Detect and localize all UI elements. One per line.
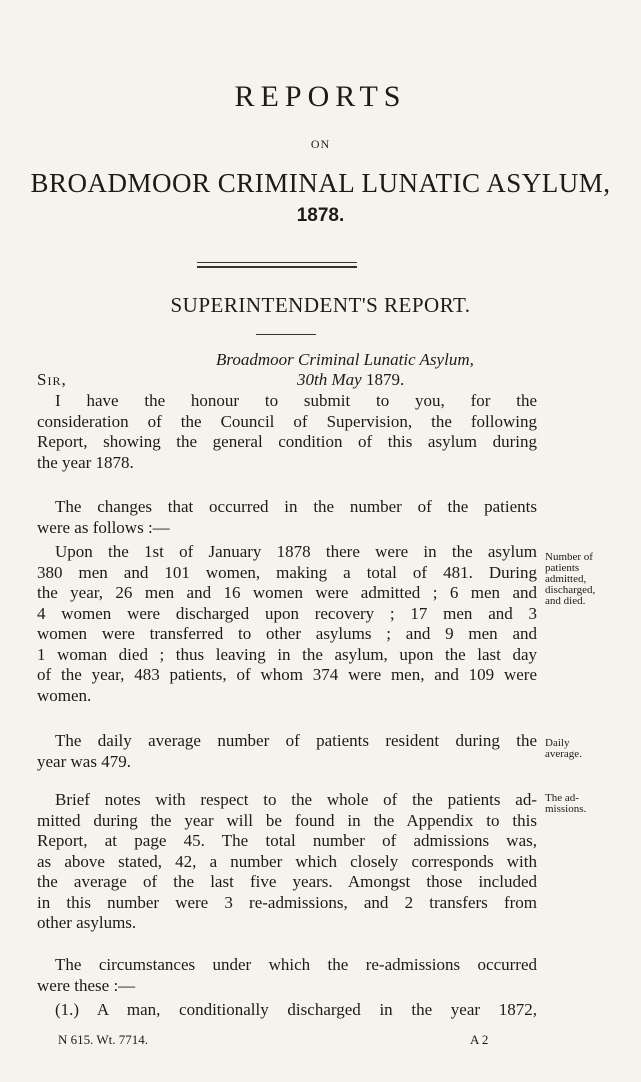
- text-line: were as follows :—: [37, 517, 170, 537]
- date-month: May: [331, 370, 362, 389]
- text-line: 4 women were discharged upon recovery ; 17 men and 3: [37, 603, 537, 623]
- signature-mark: A 2: [470, 1032, 489, 1047]
- text-line: year was 479.: [37, 751, 131, 771]
- margin-note-line: Number of: [545, 551, 593, 563]
- institution-title: BROADMOOR CRIMINAL LUNATIC ASYLUM,: [30, 168, 611, 198]
- paragraph-introduction: [37, 391, 537, 473]
- margin-note-line: average.: [545, 748, 582, 760]
- margin-note-daily: [545, 738, 637, 760]
- text-line: 1 woman died ; thus leaving in the asylum, upon the last day: [37, 644, 537, 664]
- date-year: 1879.: [365, 370, 405, 389]
- on-subheading: ON: [310, 137, 331, 151]
- text-line: the year, 26 men and 16 women were admitted ; 6 men and: [37, 583, 537, 602]
- text-line: Report, at page 45. The total number of admissions was,: [37, 831, 537, 850]
- text-line: Upon the 1st of January 1878 there were in the asylum: [55, 542, 537, 561]
- salutation-text: Sir,: [37, 370, 67, 389]
- letter-place: Broadmoor Criminal Lunatic Asylum,: [216, 350, 474, 369]
- text-line: The daily average number of patients resident during the: [55, 731, 537, 750]
- short-divider: [256, 334, 316, 335]
- paragraph-daily-average: [37, 731, 537, 772]
- paragraph-admissions: [37, 790, 537, 934]
- text-line: of the year, 483 patients, of whom 374 were men, and 109 were: [37, 665, 537, 684]
- text-line: (1.) A man, conditionally discharged in the year 1872,: [55, 1000, 537, 1019]
- text-line: women.: [37, 685, 92, 705]
- margin-note-number: [545, 552, 637, 607]
- text-line: Report, showing the general condition of this asylum during: [37, 432, 537, 451]
- text-line: consideration of the Council of Supervision, the following: [37, 411, 537, 431]
- text-line: were these :—: [37, 975, 136, 995]
- divider-rule-bottom: [197, 266, 357, 268]
- printer-signature: N 615. Wt. 7714.: [58, 1032, 149, 1047]
- margin-note-line: patients: [545, 562, 580, 574]
- text-line: women were transferred to other asylums ; and 9 men and: [37, 624, 537, 643]
- text-line: in this number were 3 re-admissions, and 2 transfers from: [37, 892, 537, 912]
- margin-note-line: missions.: [545, 803, 587, 815]
- divider-rule-top: [197, 262, 357, 263]
- margin-note-admissions: [545, 793, 637, 815]
- text-line: the year 1878.: [37, 452, 134, 472]
- margin-note-line: admitted,: [545, 573, 587, 585]
- text-line: I have the honour to submit to you, for the: [55, 391, 537, 410]
- margin-note-line: and died.: [545, 595, 586, 607]
- text-line: The changes that occurred in the number of the patients: [55, 497, 537, 516]
- margin-note-line: discharged,: [545, 584, 596, 596]
- report-year: 1878.: [296, 205, 345, 226]
- text-line: as above stated, 42, a number which closely corresponds with: [37, 851, 537, 871]
- paragraph-circumstances: [37, 955, 537, 996]
- text-line: Brief notes with respect to the whole of the patients ad-: [55, 790, 537, 809]
- paragraph-case-one: [37, 1000, 537, 1021]
- text-line: the average of the last five years. Amongst those included: [37, 872, 537, 891]
- paragraph-numbers: [37, 542, 537, 706]
- letter-date: [297, 370, 404, 391]
- reports-heading: REPORTS: [234, 80, 407, 113]
- superintendent-report-title: SUPERINTENDENT'S REPORT.: [170, 293, 471, 317]
- margin-note-line: Daily: [545, 737, 570, 749]
- date-day: 30th: [297, 370, 328, 389]
- text-line: mitted during the year will be found in the Appendix to this: [37, 810, 537, 830]
- salutation: [37, 370, 67, 391]
- margin-note-line: The ad-: [545, 792, 579, 804]
- text-line: The circumstances under which the re-admissions occurred: [55, 955, 537, 974]
- text-line: 380 men and 101 women, making a total of 481. During: [37, 562, 537, 582]
- paragraph-changes: [37, 497, 537, 538]
- text-line: other asylums.: [37, 913, 137, 932]
